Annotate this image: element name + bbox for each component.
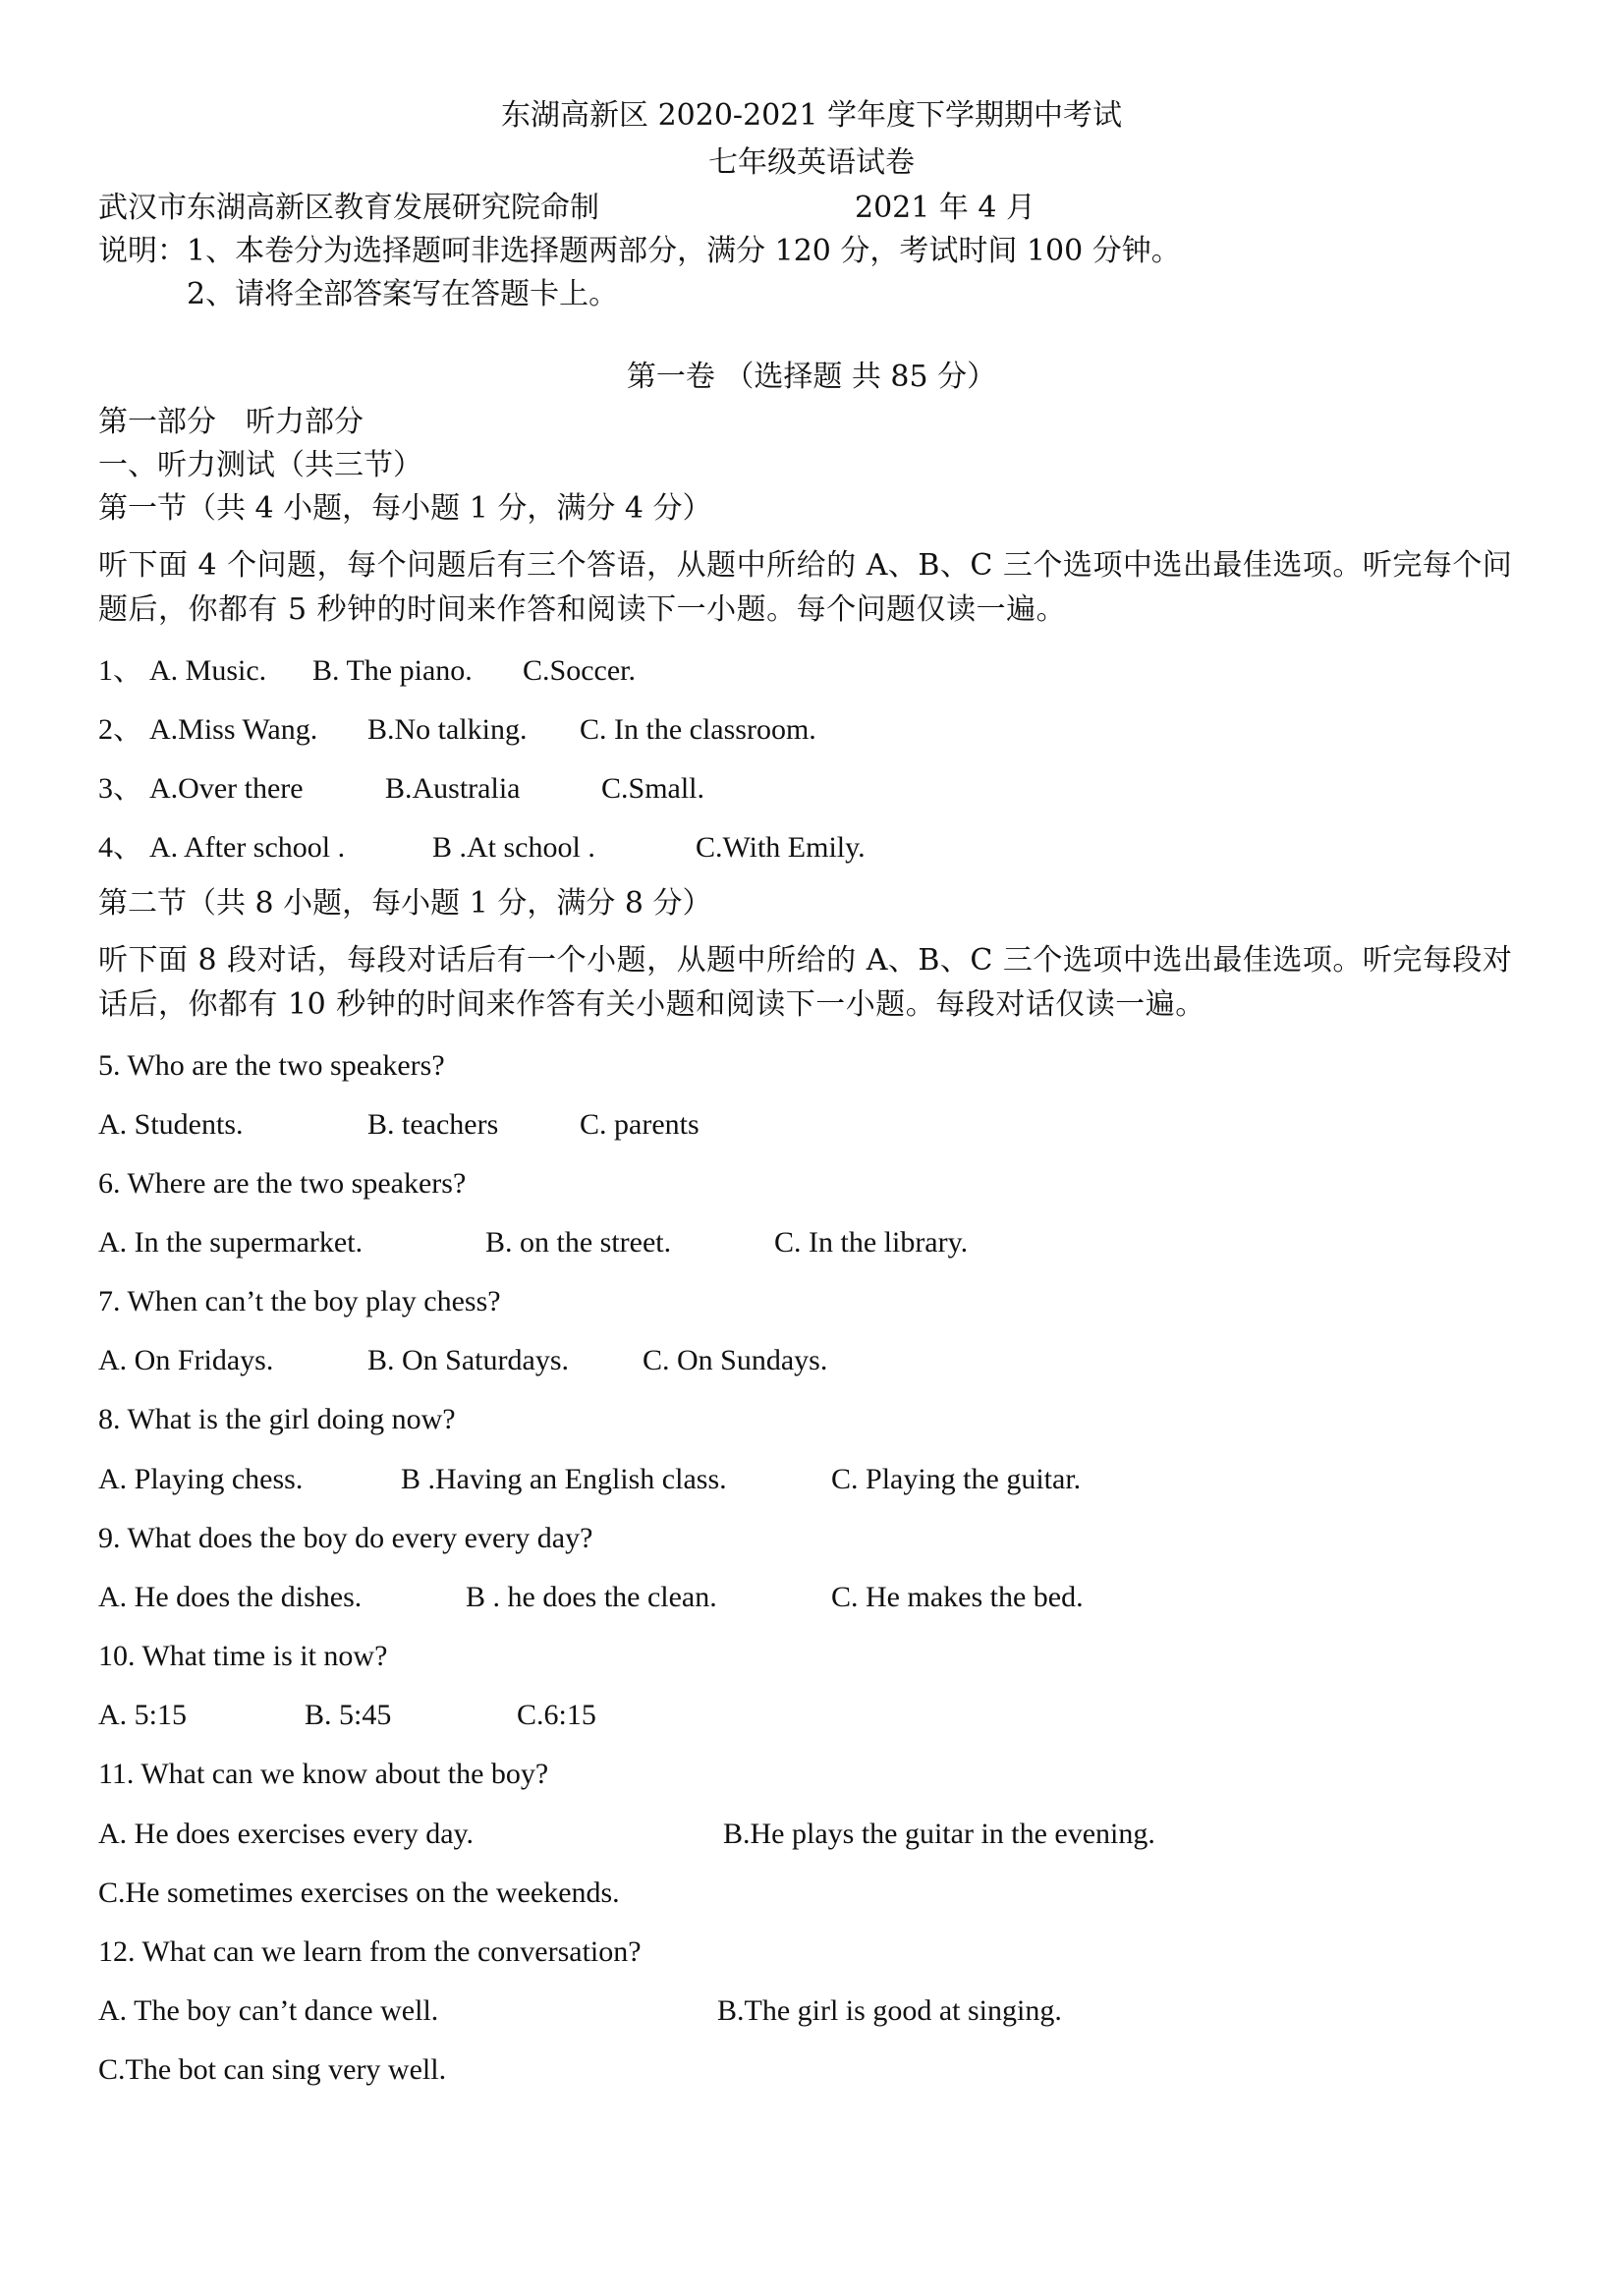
section1-heading: 第一节（共 4 小题，每小题 1 分，满分 4 分） xyxy=(98,491,712,526)
option-c: C.The bot can sing very well. xyxy=(98,2053,447,2086)
question-9: 9. What does the boy do every every day? xyxy=(98,1522,593,1554)
part-heading: 第一部分 听力部分 xyxy=(98,405,364,439)
option-b: B. on the street. xyxy=(485,1226,672,1259)
section2-heading: 第二节（共 8 小题，每小题 1 分，满分 8 分） xyxy=(98,886,712,921)
option-c: C.6:15 xyxy=(517,1699,596,1731)
option-c: C. In the classroom. xyxy=(580,713,816,746)
option-b: B .At school . xyxy=(432,831,595,864)
option-a: A. The boy can’t dance well. xyxy=(98,1994,439,2027)
question-number: 2、 xyxy=(98,713,142,746)
exam-date: 2021 年 4 月 xyxy=(855,191,1036,225)
option-b: B. On Saturdays. xyxy=(367,1344,569,1376)
exam-title: 东湖高新区 2020-2021 学年度下学期期中考试 xyxy=(501,98,1122,133)
listening-test-heading: 一、听力测试（共三节） xyxy=(98,448,422,482)
exam-subtitle: 七年级英语试卷 xyxy=(708,145,915,180)
question-number: 1、 xyxy=(98,654,142,687)
option-c: C.Soccer. xyxy=(523,654,636,687)
option-c: C. On Sundays. xyxy=(643,1344,828,1376)
option-b: B.He plays the guitar in the evening. xyxy=(723,1818,1155,1850)
option-b: B. 5:45 xyxy=(305,1699,392,1731)
option-a: A. Playing chess. xyxy=(98,1463,304,1495)
option-c: C.With Emily. xyxy=(696,831,866,864)
option-a: A.Over there xyxy=(149,772,304,805)
option-a: A. On Fridays. xyxy=(98,1344,274,1376)
section2-instructions: 听下面 8 段对话，每段对话后有一个小题，从题中所给的 A、B、C 三个选项中选出最佳选项。听完每段对话后，你都有 10 秒钟的时间来作答有关小题和阅读下一小题。每段对话仅读一遍。 xyxy=(98,943,1513,1022)
option-a: A. He does exercises every day. xyxy=(98,1818,475,1850)
option-c: C.He sometimes exercises on the weekends. xyxy=(98,1876,620,1909)
option-c: C. parents xyxy=(580,1108,700,1141)
option-b: B.The girl is good at singing. xyxy=(717,1994,1062,2027)
section1-instructions: 听下面 4 个问题，每个问题后有三个答语，从题中所给的 A、B、C 三个选项中选出最佳选项。听完每个问题后，你都有 5 秒钟的时间来作答和阅读下一小题。每个问题仅读一遍。 xyxy=(98,548,1513,627)
question-11: 11. What can we know about the boy? xyxy=(98,1758,549,1790)
option-c: C.Small. xyxy=(601,772,705,805)
option-c: C. He makes the bed. xyxy=(831,1581,1084,1613)
option-c: C. Playing the guitar. xyxy=(831,1463,1082,1495)
option-a: A. In the supermarket. xyxy=(98,1226,364,1259)
question-8: 8. What is the girl doing now? xyxy=(98,1403,456,1435)
option-a: A.Miss Wang. xyxy=(149,713,318,746)
option-b: B.Australia xyxy=(385,772,521,805)
option-b: B .Having an English class. xyxy=(401,1463,727,1495)
option-a: A. After school . xyxy=(149,831,346,864)
option-a: A. Students. xyxy=(98,1108,244,1141)
option-a: A. Music. xyxy=(149,654,267,687)
question-number: 4、 xyxy=(98,831,142,864)
question-6: 6. Where are the two speakers? xyxy=(98,1167,467,1200)
issuer-line: 武汉市东湖高新区教育发展研究院命制 xyxy=(98,191,599,225)
option-b: B . he does the clean. xyxy=(466,1581,717,1613)
option-b: B. The piano. xyxy=(312,654,473,687)
option-a: A. 5:15 xyxy=(98,1699,187,1731)
instruction-note-2: 2、请将全部答案写在答题卡上。 xyxy=(187,277,619,311)
question-number: 3、 xyxy=(98,772,142,805)
question-5: 5. Who are the two speakers? xyxy=(98,1049,445,1082)
question-12: 12. What can we learn from the conversation? xyxy=(98,1935,642,1968)
option-a: A. He does the dishes. xyxy=(98,1581,363,1613)
question-10: 10. What time is it now? xyxy=(98,1640,388,1672)
option-b: B. teachers xyxy=(367,1108,499,1141)
option-c: C. In the library. xyxy=(774,1226,969,1259)
option-b: B.No talking. xyxy=(367,713,528,746)
volume-heading: 第一卷 （选择题 共 85 分） xyxy=(626,360,997,394)
question-7: 7. When can’t the boy play chess? xyxy=(98,1285,501,1317)
instruction-note-1: 说明：1、本卷分为选择题呵非选择题两部分，满分 120 分，考试时间 100 分钟。 xyxy=(98,234,1181,268)
